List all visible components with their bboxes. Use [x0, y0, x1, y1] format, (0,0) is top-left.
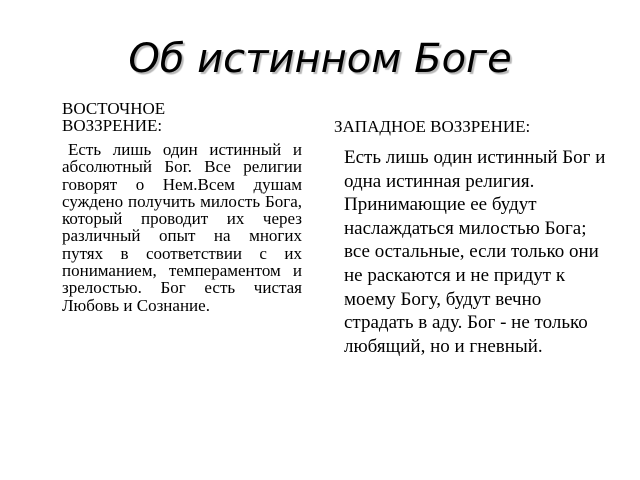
slide-title: Об истинном Боге [128, 36, 512, 82]
western-view-heading: ЗАПАДНОЕ ВОЗЗРЕНИЕ: [334, 117, 531, 136]
eastern-view-text: Есть лишь один истинный и абсолютный Бог. Все религии говорят о Нем.Всем душам суждено получить милость Бога, который проводит их через различный опыт на многих путях в соответствии с их пониманием, темпераментом и зрелостью. Бог есть чистая Любовь и Сознание. [62, 140, 302, 315]
eastern-view-heading: ВОСТОЧНОЕ ВОЗЗРЕНИЕ: [62, 99, 166, 135]
western-view-text: Есть лишь один истинный Бог и одна истинная религия. Принимающие ее будут наслаждаться милостью Бога; все остальные, если только они не раскаются и не придут к моему Богу, будут вечно страдать в аду. Бог - не только любящий, но и гневный. [344, 147, 606, 357]
